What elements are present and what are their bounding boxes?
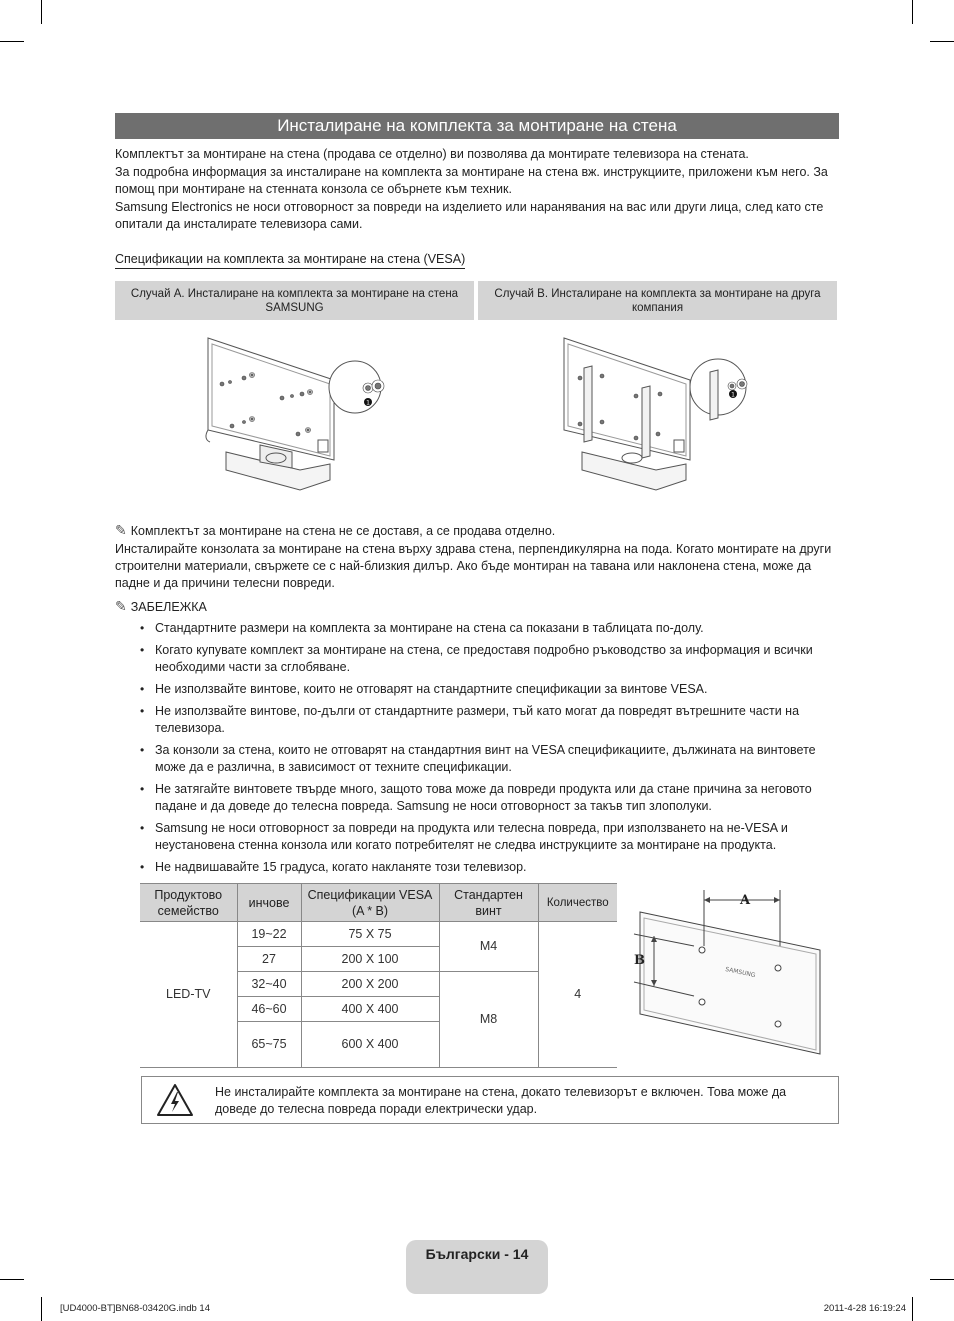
- quantity-cell: 4: [538, 922, 617, 1068]
- table-header: Количество: [538, 884, 617, 922]
- inches-cell: 65~75: [237, 1022, 301, 1068]
- note-not-supplied-text: Комплектът за монтиране на стена не се доставя, а се продава отделно.: [130, 524, 556, 538]
- crop-mark: [41, 1297, 42, 1321]
- page-title: Инсталиране на комплекта за монтиране на стена: [115, 113, 839, 139]
- list-item: • Не затягайте винтовете твърде много, защото това може да повреди продукта или да стане причина за неговото падане и да доведе до телесна повреда. Samsung не носи отговорност за такъв тип злополуки.: [140, 781, 840, 815]
- inches-cell: 19~22: [237, 922, 301, 947]
- crop-mark: [0, 41, 24, 42]
- intro-paragraph: Samsung Electronics не носи отговорност за повреди на изделието или наранявания на вас или други лица, след като сте опитали да инсталирате телевизора сами.: [115, 200, 824, 231]
- vesa-cell: 75 X 75: [301, 922, 439, 947]
- crop-mark: [930, 41, 954, 42]
- list-item: • За конзоли за стена, които не отговарят на стандартния винт на VESA спецификациите, дължината на винтовете може да е различна, в зависимост от техните спецификации.: [140, 742, 840, 776]
- vesa-cell: 200 X 100: [301, 947, 439, 972]
- vesa-cell: 400 X 400: [301, 997, 439, 1022]
- crop-mark: [0, 1279, 24, 1280]
- crop-mark: [912, 0, 913, 24]
- table-header-row: [140, 884, 617, 922]
- crop-mark: [930, 1279, 954, 1280]
- table-row: [140, 922, 617, 947]
- crop-mark: [41, 0, 42, 24]
- table-header: Продуктово семейство: [140, 884, 237, 922]
- vesa-spec-heading: Спецификации на комплекта за монтиране на стена (VESA): [115, 251, 465, 269]
- brand-label: SAMSUNG: [724, 965, 756, 980]
- note-not-supplied: [115, 522, 837, 540]
- table-header: Спецификации VESA (A * B): [301, 884, 439, 922]
- tv-back-diagram-other-mount: [556, 330, 766, 500]
- inches-cell: 46~60: [237, 997, 301, 1022]
- list-item: • Стандартните размери на комплекта за монтиране на стена са показани в таблицата по-долу.: [140, 620, 840, 637]
- tv-back-diagram-samsung-mount: [200, 330, 400, 500]
- install-paragraph: Инсталирайте конзолата за монтиране на стена върху здрава стена, перпендикулярна на пода. Когато монтирате на други строителни материали, свържете се с най-близкия дилър. Ако бъде монтиран на тавана или наклонена стена, може да падне и да причини телесни повреди.: [115, 542, 832, 590]
- inches-cell: 27: [237, 947, 301, 972]
- crop-mark: [912, 1297, 913, 1321]
- dimension-b-label: B: [634, 953, 645, 968]
- diagram-callout-1: 1: [731, 391, 735, 399]
- dimension-a-label: A: [740, 893, 751, 908]
- case-b-label: Случай B. Инсталиране на комплекта за монтиране на друга компания: [478, 281, 837, 320]
- print-timestamp: 2011-4-28 16:19:24: [823, 1303, 906, 1314]
- list-item: • Не надвишавайте 15 градуса, когато накланяте този телевизор.: [140, 859, 840, 876]
- page-number-tab: Български - 14: [406, 1240, 548, 1294]
- screw-cell: M8: [439, 972, 538, 1068]
- vesa-cell: 600 X 400: [301, 1022, 439, 1068]
- warning-text: Не инсталирайте комплекта за монтиране на стена, докато телевизорът е включен. Това може да доведе до телесна повреда поради електрически удар.: [215, 1085, 787, 1116]
- intro-section: [115, 146, 837, 234]
- list-item: • Не използвайте винтове, които не отговарят на стандартните спецификации за винтове VESA.: [140, 681, 840, 698]
- note-pencil-icon: ✎: [115, 522, 127, 538]
- inches-cell: 32~40: [237, 972, 301, 997]
- note-bullet-list: [140, 620, 840, 881]
- diagram-callout-1: 1: [366, 399, 370, 407]
- intro-paragraph: Комплектът за монтиране на стена (продава се отделно) ви позволява да монтирате телевизора на стената.: [115, 147, 749, 161]
- vesa-cell: 200 X 200: [301, 972, 439, 997]
- warning-icon-cell: [142, 1077, 208, 1123]
- list-item: • Когато купувате комплект за монтиране на стена, се предоставя подробно ръководство за информация и всички необходими части за сглобяване.: [140, 642, 840, 676]
- list-item: • Не използвайте винтове, по-дълги от стандартните размери, тъй като могат да повредят вътрешните части на телевизора.: [140, 703, 840, 737]
- vesa-dimension-figure: [630, 884, 840, 1060]
- table-header: Стандартен винт: [439, 884, 538, 922]
- note-label: ЗАБЕЛЕЖКА: [130, 600, 207, 614]
- list-item: • Samsung не носи отговорност за повреди на продукта или телесна повреда, при използването на не-VESA и неустановена стенна конзола или когато потребителят не следва инструкциите за монтиране на продукта.: [140, 820, 840, 854]
- family-cell: LED-TV: [140, 922, 237, 1068]
- screw-cell: M4: [439, 922, 538, 972]
- vesa-spec-table: [140, 883, 617, 1068]
- table-header: инчове: [237, 884, 301, 922]
- print-file-info: [UD4000-BT]BN68-03420G.indb 14: [60, 1303, 210, 1314]
- note-heading: [115, 598, 837, 616]
- case-a-label: Случай А. Инсталиране на комплекта за монтиране на стена SAMSUNG: [115, 281, 474, 320]
- high-voltage-warning-icon: [142, 1077, 208, 1123]
- note-pencil-icon: ✎: [115, 598, 127, 614]
- electric-shock-warning: [141, 1076, 839, 1124]
- intro-paragraph: За подробна информация за инсталиране на комплекта за монтиране на стена вж. инструкциите, приложени към него. За помощ при монтиране на стенната конзола се обърнете към техник.: [115, 165, 828, 196]
